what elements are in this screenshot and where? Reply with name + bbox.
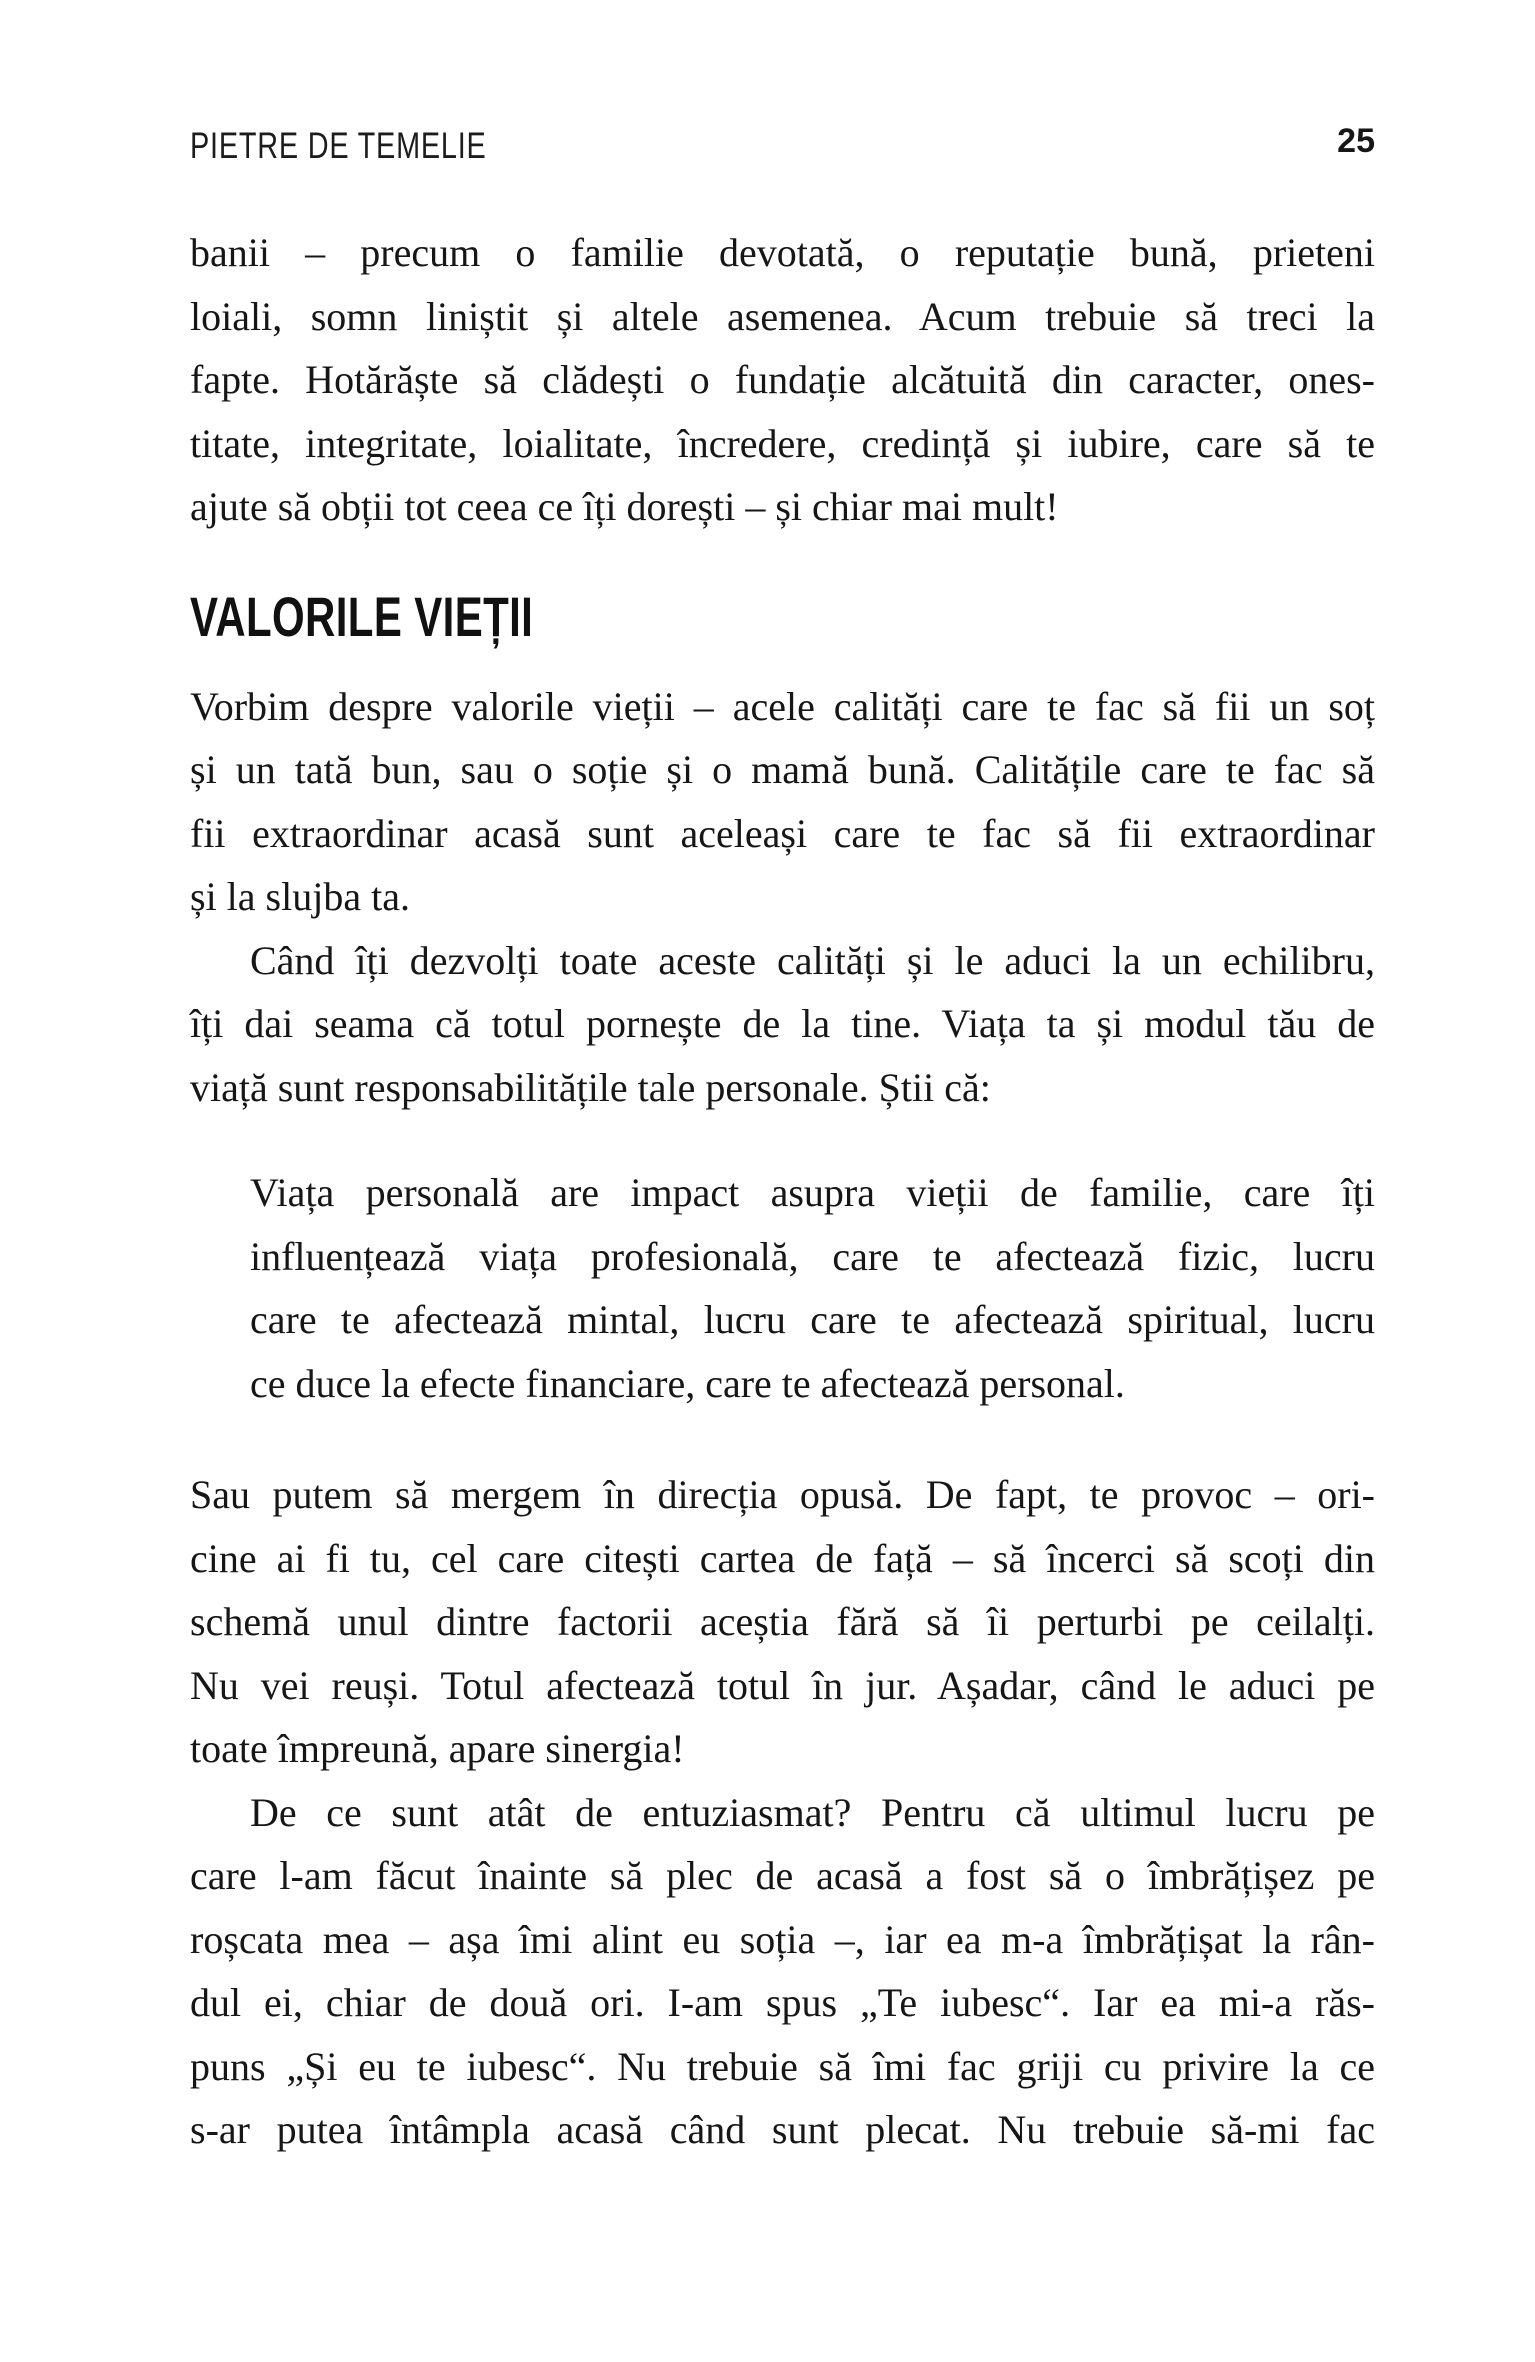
paragraph-line: dul ei, chiar de două ori. I-am spus „Te iubesc“. Iar ea mi-a răs-	[190, 1980, 1375, 2025]
paragraph-line: cine ai fi tu, cel care citești cartea de față – să încerci să scoți din	[190, 1535, 1375, 1581]
paragraph	[190, 929, 1375, 1120]
paragraph-line: schemă unul dintre factorii aceștia fără să îi perturbi pe ceilalți.	[190, 1599, 1375, 1644]
paragraph	[190, 221, 1375, 539]
blockquote-line: influențează viața profesională, care te afectează fizic, lucru	[250, 1233, 1375, 1279]
paragraph-line: loiali, somn liniștit și altele asemenea. Acum trebuie să treci la	[190, 293, 1375, 339]
paragraph-line: care l-am făcut înainte să plec de acasă a fost să o îmbrățișez pe	[190, 1853, 1375, 1898]
paragraph	[190, 1463, 1375, 1781]
paragraph-line: viață sunt responsabilitățile tale personale. Știi că:	[190, 1064, 991, 1110]
paragraph-line: roșcata mea – așa îmi alint eu soția –, iar ea m-a îmbrățișat la rân-	[190, 1916, 1375, 1962]
paragraph-line: fapte. Hotărăște să clădești o fundație alcătuită din caracter, ones-	[190, 357, 1375, 402]
paragraph-line: și la slujba ta.	[190, 874, 410, 919]
paragraph-line: De ce sunt atât de entuziasmat? Pentru că ultimul lucru pe	[250, 1789, 1375, 1835]
paragraph-line: ajute să obții tot ceea ce îți dorești – și chiar mai mult!	[190, 484, 1059, 529]
paragraph-line: Sau putem să mergem în direcția opusă. De fapt, te provoc – ori-	[190, 1472, 1375, 1517]
paragraph-line: îți dai seama că totul pornește de la tine. Viața ta și modul tău de	[190, 1001, 1375, 1046]
blockquote-line: Viața personală are impact asupra vieții de familie, care îți	[250, 1170, 1375, 1215]
paragraph-line: banii – precum o familie devotată, o reputație bună, prieteni	[190, 230, 1375, 275]
section-heading	[190, 577, 1375, 657]
paragraph-line: Vorbim despre valorile vieții – acele calități care te fac să fii un soț	[190, 683, 1375, 729]
paragraph	[190, 1781, 1375, 2162]
body-text-column	[190, 221, 1375, 2162]
page-number: 25	[1337, 122, 1375, 160]
paragraph-line: și un tată bun, sau o soție și o mamă bună. Calitățile care te fac să	[190, 747, 1375, 792]
paragraph-line: toate împreună, apare sinergia!	[190, 1726, 685, 1771]
blockquote-line: ce duce la efecte financiare, care te afectează personal.	[250, 1360, 1125, 1406]
paragraph-line: Nu vei reuși. Totul afectează totul în jur. Așadar, când le aduci pe	[190, 1662, 1375, 1708]
blockquote-line: care te afectează mintal, lucru care te afectează spiritual, lucru	[250, 1297, 1375, 1342]
paragraph	[190, 675, 1375, 929]
paragraph-line: titate, integritate, loialitate, încredere, credință și iubire, care să te	[190, 420, 1375, 466]
paragraph-line: fii extraordinar acasă sunt aceleași care te fac să fii extraordinar	[190, 810, 1375, 856]
paragraph-line: puns „Și eu te iubesc“. Nu trebuie să îmi fac griji cu privire la ce	[190, 2043, 1375, 2089]
paragraph-line: s-ar putea întâmpla acasă când sunt plecat. Nu trebuie să-mi fac	[190, 2107, 1375, 2152]
blockquote	[190, 1161, 1375, 1415]
section-heading-text: VALORILE VIEȚII	[190, 584, 534, 648]
running-header-text: PIETRE DE TEMELIE	[190, 125, 487, 166]
paragraph-line: Când îți dezvolți toate aceste calități și le aduci la un echilibru,	[250, 937, 1375, 983]
running-header-title	[190, 126, 570, 166]
